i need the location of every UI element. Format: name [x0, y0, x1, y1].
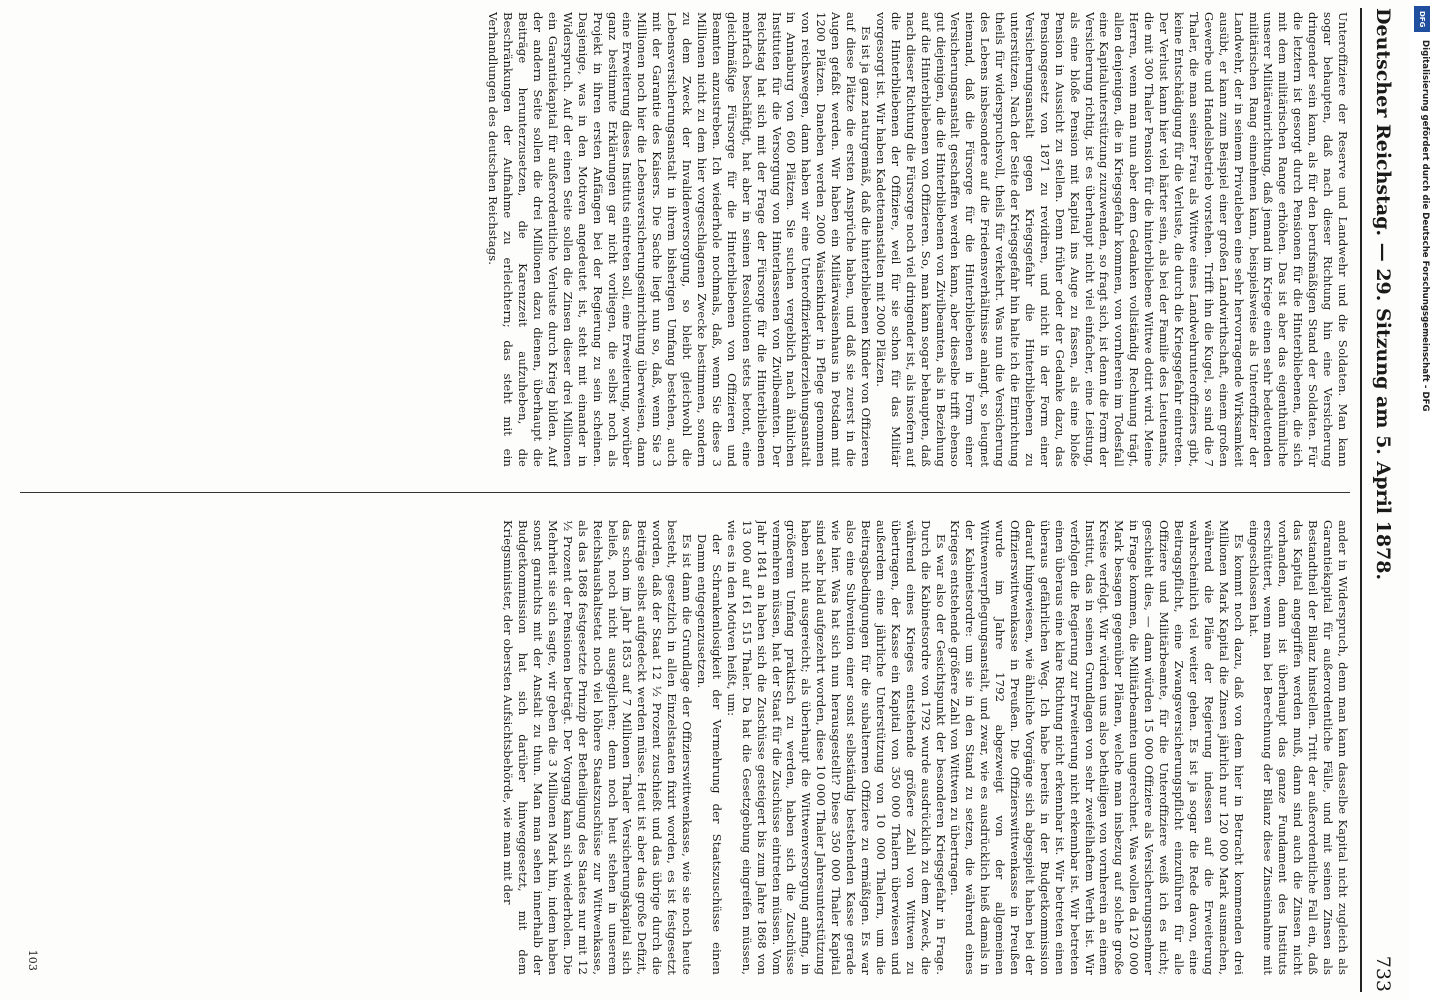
text-column-right: [20, 520, 1350, 975]
credit-text: Digitalisierung gefördert durch die Deutsche Forschungsgemeinschaft - DFG: [1420, 40, 1430, 412]
header-title: Deutscher Reichstag. — 29. Sitzung am 5. April 1878.: [1372, 8, 1394, 581]
page-reference: 103: [25, 949, 39, 971]
paragraph: Es ist dann die Grundlage der Offizierswittwenkasse, wie sie noch heute besteht, gesetzlich in allen Einzelstaaten fixirt worden, es ist festgesetzt worden, daß der Staat 12 ½ Prozent zuschießt und das übrige durch die Beiträge selbst aufgedeckt werden müsse. Heut ist aber das große Defizit, das schon im Jahr 1853 auf 7 Millionen Thaler Versicherungskapital sich beließ, noch nicht ausgeglichen; denn noch heut stehen in unserem Reichshaushaltsetat noch viel höhere Staatszuschüsse zur Wittwenkasse, als das 1868 festgesetzte Prinzip der Betheiligung des Staates nur mit 12 ½ Prozent der Pensionen beträgt. Der Vorgang kann sich wiederholen. Die Mehrheit sie sich sagte, wir geben die 3 Millionen Mark hin, indem haben sonst garnichts mit der Anstalt zu thun. Man man sehen innerhalb der Budgetkommission hat sich darüber hinweggesetzt, mit dem Kriegsminister, der obersten Aufsichtsbehörde, wie man mit der: [501, 520, 695, 975]
paragraph: ander in Widerspruch, denn man kann dasselbe Kapital nicht zugleich als Garantiekapital für außerordentliche Fälle, und mit seinen Zinsen als Bestandtheil der Bilanz hinstellen. Tritt der außerordentliche Fall ein, daß das Kapital angegriffen werden muß, dann sind auch die Zinsen nicht vorhanden, dann ist überhaupt das ganze Fundament des Instituts erschüttert, wenn man bei Berechnung der Bilanz diese Zinseinnahme mit eingeschlossen hat.: [1246, 520, 1350, 975]
page-header: [1360, 8, 1402, 992]
digitization-credit: [1412, 0, 1432, 1000]
paragraph: Es kommt noch dazu, daß von dem hier in Betracht kommenden drei Millionen Mark Kapital die Zinsen jährlich nur 120 000 Mark ausmachen, während die Pläne der Regierung indessen auf die Erweiterung wahrscheinlich viel weiter gehen. Es ist ja sogar die Rede davon, eine Beitragspflicht, eine Zwangsversicherungspflicht einzuführen für alle Offiziere und Militärbeamte, für die Unteroffiziere weiß ich es nicht; geschieht dies, — dann würden 15 000 Offiziere als Versicherungsnehmer in Frage kommen, die Militärbeamten ungerechnet. Was wollen da 120 000 Mark besagen gegenüber Plänen, welche man insbezug auf solche große Kreise verfolgt. Wir würden uns also betheiligen von vornherein an einem Institut, das in seinen Grundlagen von sehr zweifelhaftem Werth ist. Wir verfolgen die Regierung zur Erweiterung nicht erkennbar ist. Wir betreten einen überaus eine klare Richtung nicht erkennbar ist. Wir betreten einen überaus gefährlichen Weg. Ich habe bereits in der Budgetkommission darauf hingewiesen, wie ähnliche Vorgänge sich abgespielt haben bei der Offizierswittwenkasse in Preußen. Die Offizierswittwenkasse in Preußen wurde im Jahre 1792 abgezweigt von der allgemeinen Wittwenverpflegungsanstalt, und zwar, wie es ausdrücklich hieß damals in der Kabinetsordre: um sie in den Stand zu setzen, die während eines Krieges entstehende größere Zahl von Wittwen zu übertragen.: [948, 520, 1246, 975]
paragraph: Unteroffiziere der Reserve und Landwehr und die Soldaten. Man kann sogar behaupten, daß nach dieser Richtung hin eine Versicherung dringender sein kann, als für den berufsmäßigen Stand der Soldaten. Für die letztern ist gesorgt durch Pensionen für die Hinterbliebenen, die sich mit dem militärischen Range erhöhen. Das ist aber das eigenthümliche unserer Militäreinrichtung, daß jemand im Kriege einen sehr bedeutenden militärischen Rang einnehmen kann, beispielsweise als Unteroffizier der Landwehr, der in seinem Privatleben eine sehr hervorragende Wirksamkeit ausübt, er kann zum Beispiel einer großen Landwirthschaft, einem großen Gewerbe und Handelsbetrieb vorstehen. Trifft ihn die Kugel, so sind die 7 Thaler, die man seiner Frau als Wittwe eines Landwehrunteroffiziers gibt, keine Entschädigung für die Verluste, die durch die Kriegsgefahr eintreten. Der Verlust kann hier viel härter sein, als bei der Familie des Lieutenants, die mit 300 Thaler Pension für die hinterbliebene Wittwe dotirt wird. Meine Herren, wenn man nun aber dem Gedanken vollständig Rechnung trägt, allen denjenigen, die in Kriegsgefahr kommen, von vornherein im Todesfall eine Kapitalunterstützung zuzuwenden, so fragt sich, ist denn die Form der Versicherung richtig, ist es überhaupt nicht viel einfacher, eine Leistung, als eine bloße Pension mit Kapital ins Auge zu fassen, als eine bloße Pension in Aussicht zu stellen. Denn früher oder der Gedanke dazu, das Pensionsgesetz von 1871 zu revidiren, und nicht in der Form einer Versicherungsanstalt gegen Kriegsgefahr die Hinterbliebenen zu unterstützen. Nach der Seite der Kriegsgefahr hin halte ich die Einrichtung theils für widerspruchsvoll, theils für verkehrt. Was nun die Versicherung des Lebens insbesondere auf die Friedensverhältnisse anlangt, so leugnet niemand, daß die Fürsorge für die Hinterbliebenen in Form einer Versicherungsanstalt geschaffen werden kann, aber dieselbe trifft ebenso gut diejenigen, die die Hinterbliebenen von Zivilbeamten, als in Beziehung auf die Hinterbliebenen von Offizieren. So, man kann sogar behaupten, daß nach dieser Richtung die Fürsorge noch viel dringender ist, als insofern auf die Hinterbliebenen der Offiziere, weil für sie schon für das Militär vorgesorgt ist. Wir haben Kadettenanstalten mit 2000 Plätzen.: [873, 12, 1350, 467]
paragraph: Es ist ja ganz naturgemäß, daß die hinterbliebenen Kinder von Offizieren auf diese Plätze die ersten Ansprüche haben, und daß sie zuerst in die Augen gefaßt werden. Wir haben ein Militärwaisenhaus in Potsdam mit 1200 Plätzen. Daneben werden 2000 Waisenkinder in Pflege genommen von reichswegen, dann haben wir eine Unteroffizierkinderziehungsanstalt in Annaburg von 600 Plätzen. Sie suchen vergeblich nach ähnlichen Instituten für die Versorgung von Hinterlassenen von Zivilbeamten. Der Reichstag hat sich mit der Frage der Fürsorge für die Hinterbliebenen mehrfach beschäftigt, hat aber in seinen Resolutionen stets betont, eine gleichmäßige Fürsorge für die Hinterbliebenen von Offizieren und Beamten anzustreben. Ich wiederhole nochmals, daß, wenn Sie diese 3 Millionen nicht zu dem hier vorgeschlagenen Zwecke bestimmen, sondern zu dem Zweck der Invalidenversorgung, so bleibt gleichwohl die Lebensversicherungsanstalt in ihrem bisherigen Umfang bestehen, auch mit der Garantie des Kaisers. Die Sache liegt nun so, daß, wenn Sie 3 Millionen noch hier die Lebensversicherungseinrichtung überweisen, dann eine Erweiterung dieses Instituts eintreten soll, eine Erweiterung, worüber ganz bestimmte Erklärungen gar nicht vorliegen, die selbst noch als Projekt in ihren ersten Anfängen bei der Regierung zu sein scheinen. Dasjenige, was in den Motiven angedeutet ist, steht mit einander in Widerspruch. Auf der einen Seite sollen die Zinsen dieser drei Millionen ein Garantiekapital für außerordentliche Verluste durch Krieg bilden. Auf der andern Seite sollen die drei Millionen dazu dienen, überhaupt die Beiträge herunterzusetzen, die Karenzzeit aufzuheben, die Beschränkungen der Aufnahme zu erleichtern; das steht mit ein Verhandlungen des deutschen Reichstags.: [486, 12, 873, 467]
column-divider: [20, 492, 1350, 493]
text-column-left: [20, 12, 1350, 467]
quotation: der Schrankenlosigkeit der Vermehrung der Staatszuschüsse einen Damm entgegenzusetzen.: [695, 534, 724, 975]
paragraph: Es war also der Gesichtspunkt der besonderen Kriegsgefahr in Frage. Durch die Kabinetsordre von 1792 wurde ausdrücklich zu dem Zweck, die während eines Krieges entstehende größere Zahl von Wittwen zu übertragen, der Kasse ein Kapital von 350 000 Thalern überwiesen und außerdem eine jährliche Unterstützung von 10 000 Thalern, um die Beitragsbedingungen für die subalternen Offiziere zu ermäßigen. Es war also eine Subvention einer sonst selbständig bestehenden Kasse gerade wie hier. Was hat sich nun herausgestellt? Diese 350 000 Thaler Kapital sind sehr bald aufgezehrt worden, diese 10 000 Thaler Jahresunterstützung haben nicht ausgereicht; als überhaupt die Wittwenversorgung anfing, in größerem Umfang praktisch zu werden, haben sich die Zuschüsse vermehren müssen, hat der Staat für die Zuschüsse eintreten müssen. Vom Jahr 1841 an haben sich die Zuschüsse gesteigert bis zum Jahre 1868 von 13 000 auf 161 515 Thaler. Da hat die Gesetzgebung eingreifen müssen, wie es in den Motiven heißt, um:: [724, 520, 948, 975]
dfg-logo: DFG: [1414, 6, 1430, 32]
page-number: 733: [1372, 955, 1394, 992]
